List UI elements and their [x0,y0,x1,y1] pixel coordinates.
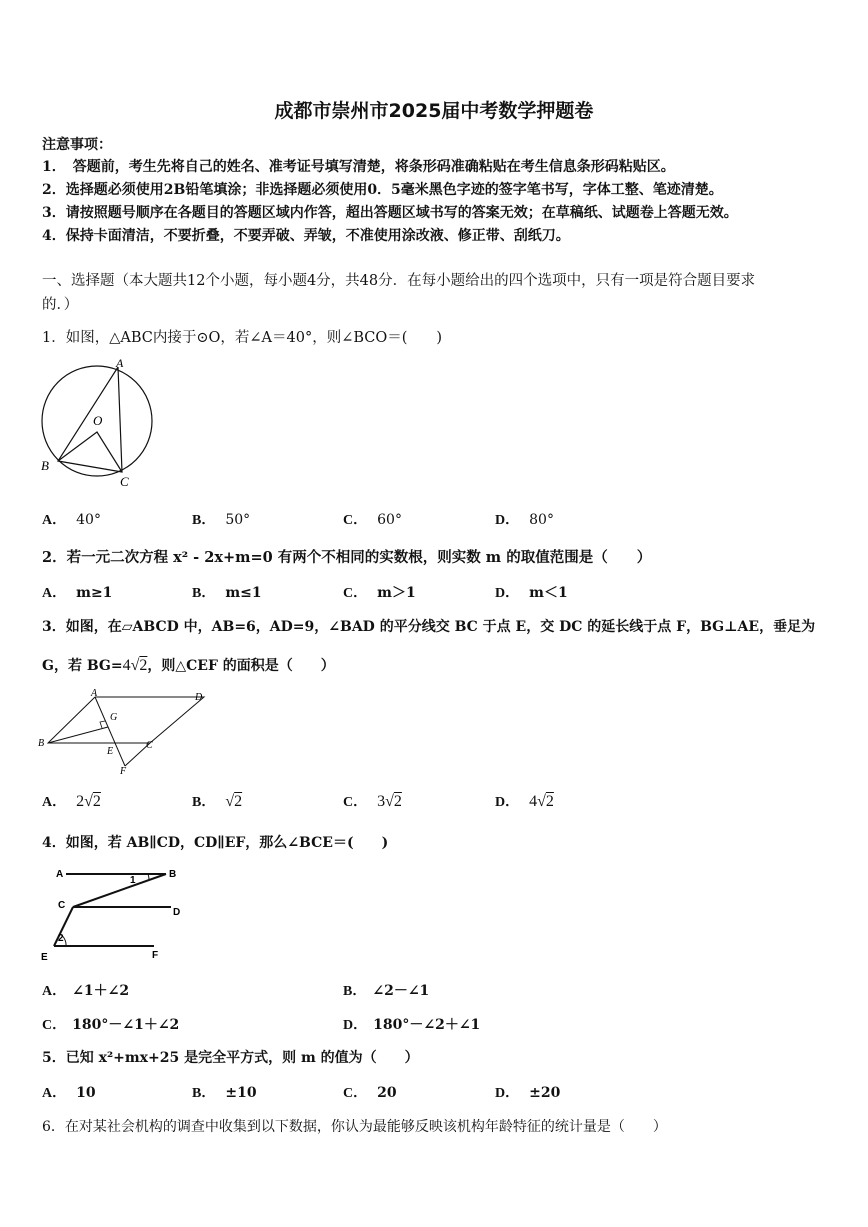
label-C: C [120,474,129,489]
q5-option-b: B． ±10 [192,1085,257,1101]
question-5-text: 5．已知 x²+mx+25 是完全平方式，则 m 的值为（ ） [42,1050,419,1066]
label-B: B [169,869,177,880]
section-heading-line1: 一、选择题（本大题共12个小题，每小题4分，共48分．在每小题给出的四个选项中，只有一项是符合题目要求 [42,273,756,289]
label-O: O [93,413,103,428]
section-heading-line2: 的．） [42,297,79,313]
segment-bg [48,727,108,743]
label-A: A [56,869,64,880]
q3-option-d: D． 4√2 [495,793,554,810]
parallelogram-abcd [48,697,204,743]
label-C: C [58,900,66,911]
q5-option-a: A． 10 [42,1085,96,1101]
question-2-text: 2．若一元二次方程 x² - 2x+m=0 有两个不相同的实数根，则实数 m 的取值范围是（ ） [42,549,652,566]
label-2: 2 [58,933,64,944]
q1-option-c: C． 60° [343,512,402,528]
question-1-figure [36,355,161,490]
q5-option-d: D． ±20 [495,1085,561,1101]
q2-option-a: A． m≥1 [42,585,113,601]
q2-option-b: B． m≤1 [192,585,262,601]
label-F: F [120,766,127,776]
question-4-text: 4．如图，若 AB∥CD，CD∥EF，那么∠BCE＝( ) [42,835,389,851]
right-angle-mark [100,721,105,728]
question-3-figure [36,688,211,776]
question-4-figure [36,864,186,964]
segment-bc [73,874,166,907]
notice-item-4: 4．保持卡面清洁，不要折叠，不要弄破、弄皱，不准使用涂改液、修正带、刮纸刀。 [42,228,570,244]
q4-option-c: C． 180°－∠1＋∠2 [42,1017,180,1033]
label-C: C [146,740,153,751]
question-6-text: 6．在对某社会机构的调查中收集到以下数据，你认为最能够反映该机构年龄特征的统计量是（ ） [42,1119,667,1135]
question-3-line2: G，若 BG=4√2，则△CEF 的面积是（ ） [42,657,335,674]
label-B: B [38,738,45,749]
label-D: D [195,692,203,703]
label-E: E [41,952,48,963]
page-title: 成都市崇州市2025届中考数学押题卷 [274,100,594,122]
q3-option-c: C． 3√2 [343,793,402,810]
notice-item-1: 1． 答题前，考生先将自己的姓名、准考证号填写清楚，将条形码准确粘贴在考生信息条形码粘贴区。 [42,159,675,175]
question-1-text: 1．如图，△ABC内接于⊙O，若∠A＝40°，则∠BCO＝( ) [42,330,443,346]
q1-option-d: D． 80° [495,512,554,528]
q2-option-d: D． m＜1 [495,585,568,601]
label-G: G [110,712,118,723]
label-F: F [152,950,159,961]
notice-item-3: 3．请按照题号顺序在各题目的答题区域内作答，超出答题区域书写的答案无效；在草稿纸、试题卷上答题无效。 [42,205,738,221]
q4-option-a: A． ∠1＋∠2 [42,983,130,999]
q3-option-a: A． 2√2 [42,793,101,810]
question-3-line1: 3．如图，在▱ABCD 中，AB=6，AD=9，∠BAD 的平分线交 BC 于点 E，交 DC 的延长线于点 F，BG⊥AE，垂足为 [42,619,816,635]
q4-option-d: D． 180°－∠2＋∠1 [343,1017,481,1033]
q5-option-c: C． 20 [343,1085,397,1101]
q3-option-b: B． √2 [192,793,243,810]
label-D: D [173,907,181,918]
notice-item-2: 2．选择题必须使用2B铅笔填涂；非选择题必须使用0．5毫米黑色字迹的签字笔书写，字体工整、笔迹清楚。 [42,182,723,198]
q1-option-a: A． 40° [42,512,101,528]
q4-option-b: B． ∠2－∠1 [343,983,430,999]
label-1: 1 [130,875,136,886]
label-B: B [41,458,49,473]
label-E: E [107,746,114,757]
q1-option-b: B． 50° [192,512,251,528]
label-A: A [91,688,98,699]
notice-heading: 注意事项： [42,137,112,153]
label-A: A [116,356,124,370]
q2-option-c: C． m＞1 [343,585,416,601]
